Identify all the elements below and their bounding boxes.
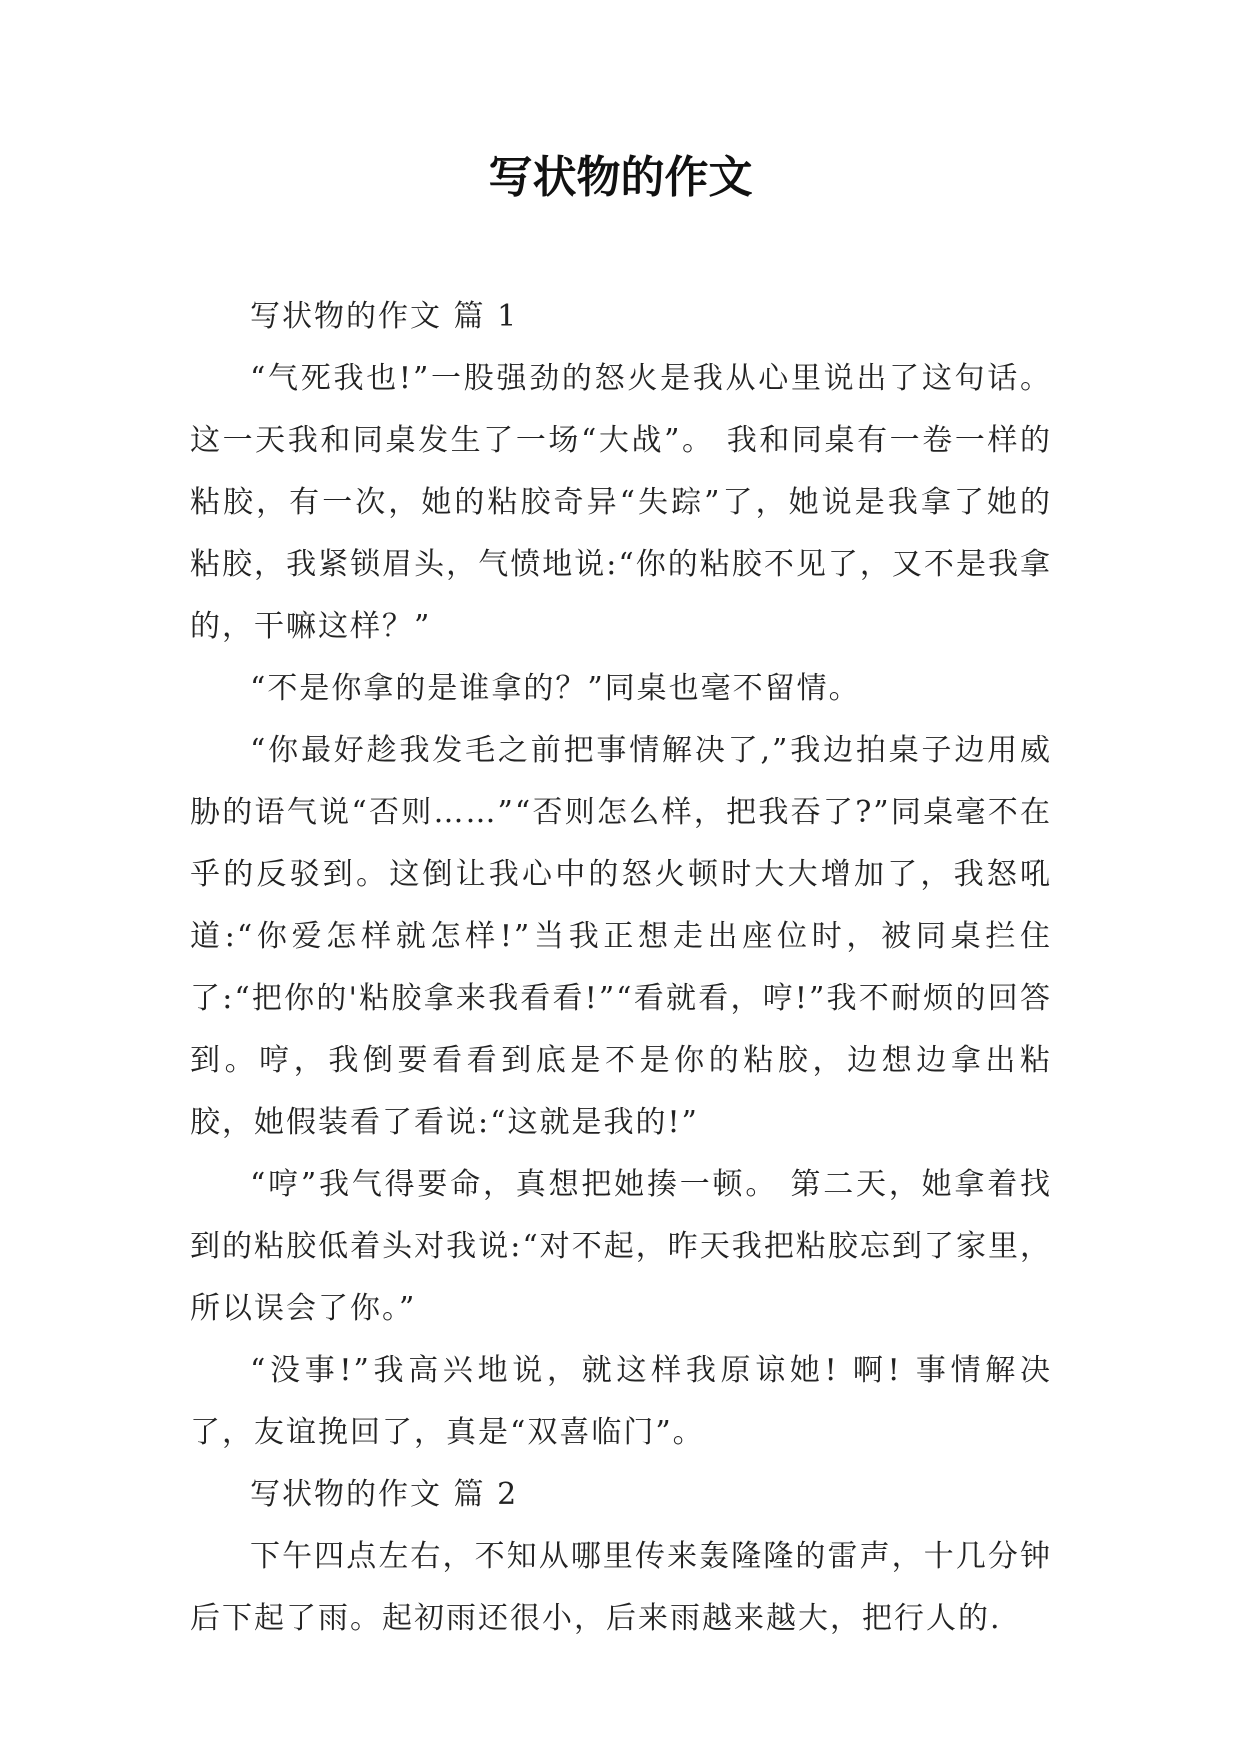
paragraph: 下午四点左右，不知从哪里传来轰隆隆的雷声，十几分钟后下起了雨。起初雨还很小，后来雨越来越大，把行人的. — [190, 1539, 1052, 1636]
paragraph: “你最好趁我发毛之前把事情解决了,”我边拍桌子边用威胁的语气说“否则……”“否则怎么样，把我吞了?”同桌毫不在乎的反驳到。这倒让我心中的怒火顿时大大增加了，我怒吼道:“你爱怎样就怎样!”当我正想走出座位时，被同桌拦住了:“把你的'粘胶拿来我看看!”“看就看，哼!”我不耐烦的回答到。哼，我倒要看看到底是不是你的粘胶，边想边拿出粘胶，她假装看了看说:“这就是我的!” — [190, 733, 1052, 1140]
section-heading-2: 写状物的作文 篇 2 — [250, 1477, 519, 1512]
document-title: 写状物的作文 — [488, 152, 753, 203]
paragraph: “不是你拿的是谁拿的？”同桌也毫不留情。 — [250, 671, 861, 706]
document-body — [190, 286, 1052, 1650]
section-heading-1: 写状物的作文 篇 1 — [250, 299, 519, 334]
paragraph: “气死我也!”一股强劲的怒火是我从心里说出了这句话。 这一天我和同桌发生了一场“大战”。 我和同桌有一卷一样的粘胶，有一次，她的粘胶奇异“失踪”了，她说是我拿了她的粘胶，我紧锁眉头，气愤地说:“你的粘胶不见了，又不是我拿的，干嘛这样？” — [190, 361, 1052, 644]
paragraph: “哼”我气得要命，真想把她揍一顿。 第二天，她拿着找到的粘胶低着头对我说:“对不起，昨天我把粘胶忘到了家里，所以误会了你。” — [190, 1167, 1052, 1326]
paragraph: “没事!”我高兴地说，就这样我原谅她! 啊! 事情解决了，友谊挽回了，真是“双喜临门”。 — [190, 1353, 1052, 1450]
